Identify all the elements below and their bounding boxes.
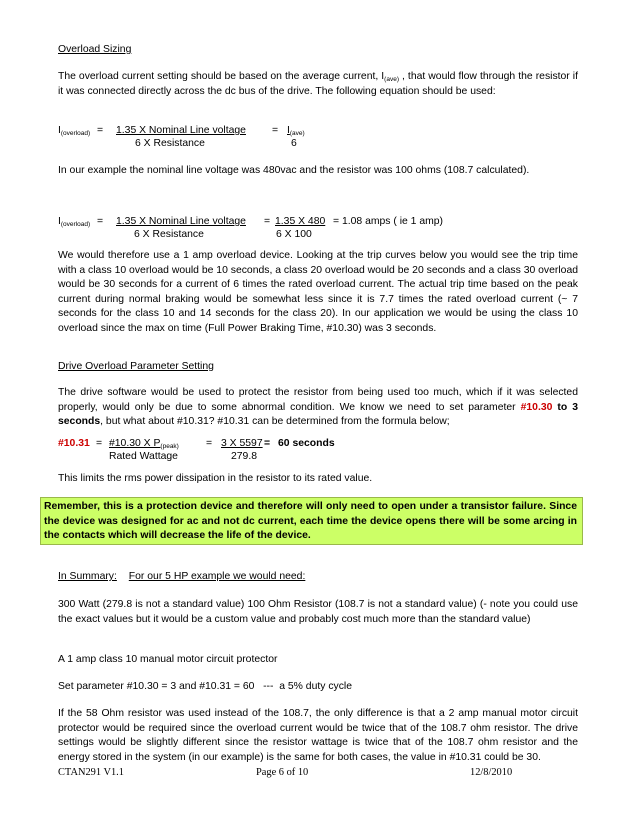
eq1-numerator: 1.35 X Nominal Line voltage xyxy=(116,125,246,136)
eq2-denominator: 6 X Resistance xyxy=(134,229,204,240)
summary-heading-subtitle: For our 5 HP example we would need: xyxy=(128,571,306,582)
trip-curve-paragraph: We would therefore use a 1 amp overload device. Looking at the trip curves below you would see the trip time with a class 10 overload would be 10 seconds, a class 20 overload would be 20 seconds and a class 30 overload would be 30 seconds for a current of 6 times the rated overload current. The actual trip time based on the peak current during normal braking would be somewhat less since it is 7.7 times the rated overload current (~ 7 seconds for the class 10 and 14 seconds for the class 20). In our application we would be using the class 10 overload since the max on time (Full Power Braking Time, #10.30) was 3 seconds. xyxy=(58,250,578,334)
intro-subscript: (ave) xyxy=(384,76,399,83)
intro-text-a: The overload current setting should be based on the average current, I xyxy=(58,71,385,82)
section-heading-overload-sizing: Overload Sizing xyxy=(58,44,132,55)
eq3-result-equals: = xyxy=(264,438,271,449)
eq3-equals: = xyxy=(96,438,103,449)
footer-doc-id: CTAN291 V1.1 xyxy=(58,767,124,778)
eq2-numerator: 1.35 X Nominal Line voltage xyxy=(116,216,246,227)
intro-paragraph xyxy=(58,70,578,99)
eq3-value-denominator: 279.8 xyxy=(231,451,258,462)
summary-item-alternate: If the 58 Ohm resistor was used instead of the 108.7, the only difference is that a 2 amp manual motor circuit protector would be required since the overload current would be twice that of the 108.7 ohm resistor. The drive settings would be slightly different since the resistor wattage is twice that of the 108.7 ohm resistor and the energy stored in the system (in our example) is the same for both cases, the value in #10.31 could be 30. xyxy=(58,708,578,763)
eq3-value-numerator: 3 X 5597 xyxy=(221,438,263,449)
eq1-rhs-denominator: 6 xyxy=(291,138,297,149)
eq1-rhs: $I_{(ave)}$ xyxy=(287,125,305,137)
eq2-equals-2: = xyxy=(264,216,271,227)
eq3-equals-2: = xyxy=(206,438,213,449)
summary-heading-label: In Summary: xyxy=(58,571,117,582)
drive-software-paragraph xyxy=(58,386,578,430)
eq3-denominator: Rated Wattage xyxy=(109,451,178,462)
eq1-denominator: 6 X Resistance xyxy=(135,138,205,149)
summary-item-parameters: Set parameter #10.30 = 3 and #10.31 = 60 --- a 5% duty cycle xyxy=(58,681,353,692)
footer-page-number: Page 6 of 10 xyxy=(256,767,309,778)
summary-heading xyxy=(58,570,305,585)
drive-text-b: , but what about #10.31? #10.31 can be determined from the formula below; xyxy=(100,416,450,427)
footer-date: 12/8/2010 xyxy=(470,767,513,778)
drive-text-a: The drive software would be used to protect the resistor from being used too much, which if it was selected properly, would only be due to some abnormal condition. We know we need to set parameter xyxy=(58,387,578,413)
eq1-equals-2: = xyxy=(272,125,279,136)
section-heading-drive-overload: Drive Overload Parameter Setting xyxy=(58,361,214,372)
limits-paragraph: This limits the rms power dissipation in the resistor to its rated value. xyxy=(58,473,373,484)
eq3-result: 60 seconds xyxy=(278,438,335,449)
eq2-lhs: $I_{(overload)}$ xyxy=(58,216,91,228)
eq3-numerator: #10.30 X $P_{(peak)}$ xyxy=(109,438,179,450)
warning-callout-text: Remember, this is a protection device and therefore will only need to open under a transistor failure. Since the device was designed for ac and not dc current, each time the device opens there will be some arcing in the contacts which will decrease the life of the device. xyxy=(44,501,577,541)
summary-item-protector: A 1 amp class 10 manual motor circuit protector xyxy=(58,654,278,665)
summary-item-resistor: 300 Watt (279.8 is not a standard value) 100 Ohm Resistor (108.7 is not a standard value) (- note you could use the exact values but it would be a custom value and probably cost much more than the standard value) xyxy=(58,599,578,625)
eq2-value-denominator: 6 X 100 xyxy=(276,229,312,240)
eq3-lhs: #10.31 xyxy=(58,438,90,449)
eq1-lhs: $I_{(overload)}$ xyxy=(58,125,91,137)
intro-text-b: , that would flow through the resistor if it was connected directly across the dc bus of the drive. The following equation should be used: xyxy=(58,71,578,97)
eq1-equals: = xyxy=(97,125,104,136)
eq2-value-numerator: 1.35 X 480 xyxy=(275,216,326,227)
param-10-30-value: to 3 seconds xyxy=(58,401,578,427)
eq2-result: = 1.08 amps ( ie 1 amp) xyxy=(333,216,444,227)
eq2-equals: = xyxy=(97,216,104,227)
param-10-30-label: #10.30 xyxy=(520,401,553,413)
example-paragraph: In our example the nominal line voltage was 480vac and the resistor was 100 ohms (108.7 calculated). xyxy=(58,165,530,176)
